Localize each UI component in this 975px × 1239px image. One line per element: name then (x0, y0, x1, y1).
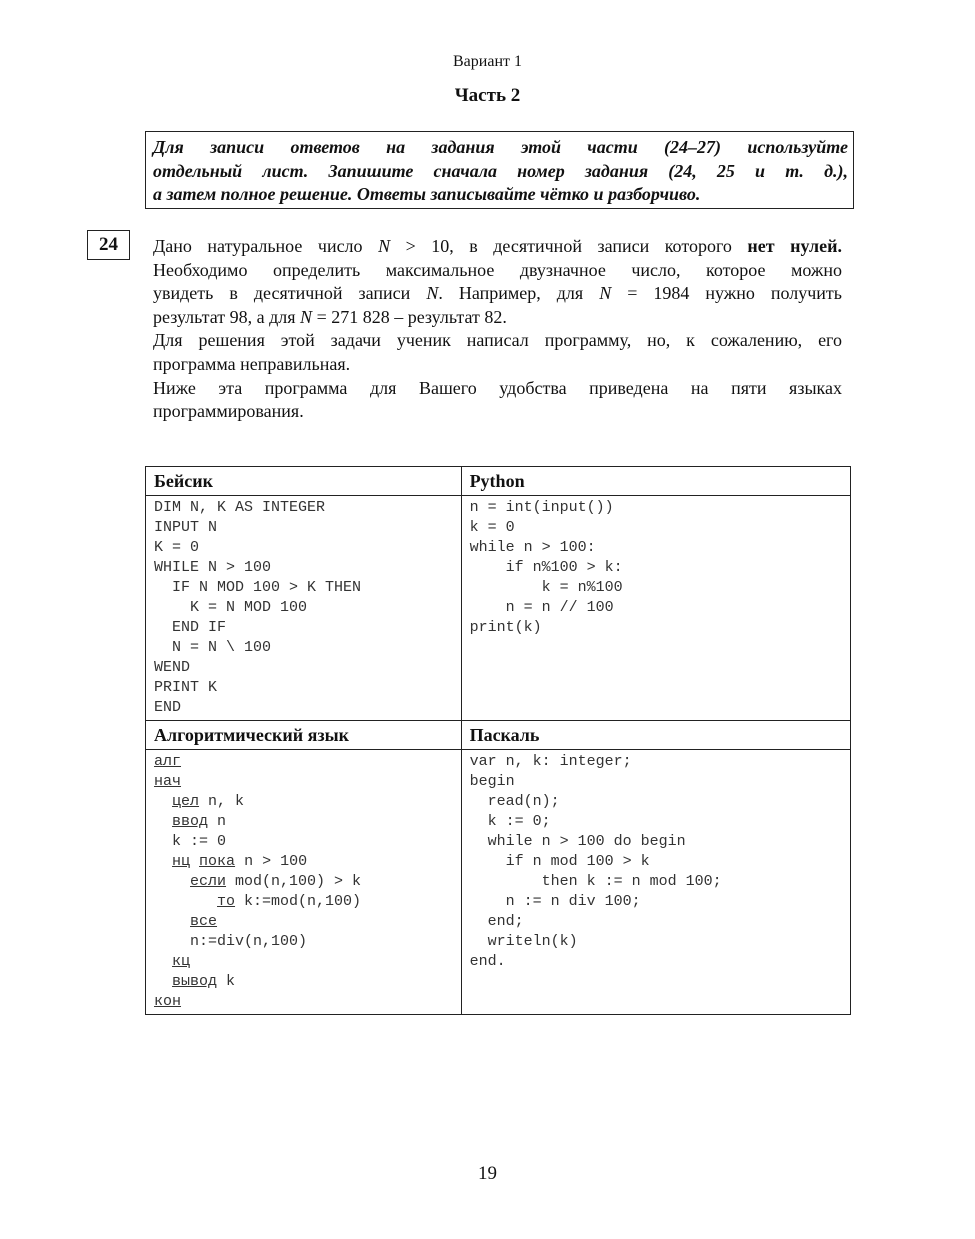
keyword: если (190, 873, 227, 890)
task-line: Ниже эта программа для Вашего удобства приведена на пяти языках (153, 377, 842, 398)
var-n: N (599, 283, 612, 304)
task-line (153, 306, 842, 330)
task-line: программа неправильная. (153, 353, 351, 374)
text-span: Дано натуральное число (153, 236, 379, 256)
keyword: нач (154, 773, 182, 790)
variant-header: Вариант 1 (453, 53, 522, 70)
code-text: n (208, 813, 227, 830)
instructions-box (145, 131, 854, 209)
keyword: пока (199, 853, 236, 870)
text-span: увидеть в десятичной записи (153, 283, 427, 304)
code-text: k := 0 (154, 833, 227, 850)
code-algo (146, 750, 462, 1015)
bold-text: нет нулей. (747, 236, 842, 256)
text-span: = 271 828 – результат 82. (312, 306, 507, 327)
code-python: n = int(input()) k = 0 while n > 100: if n%100 > k: k = n%100 n = n // 100 print(k) (461, 496, 850, 721)
task-line: Для решения этой задачи ученик написал программу, но, к сожалению, его (153, 330, 842, 351)
task-line: программирования. (153, 401, 304, 422)
keyword: алг (154, 753, 182, 770)
text-span: результат 98, а для (153, 306, 301, 327)
code-table (145, 466, 851, 1015)
keyword: то (217, 893, 236, 910)
keyword: кон (154, 993, 182, 1010)
code-text: n:=div(n,100) (154, 933, 308, 950)
task-text (153, 235, 842, 424)
code-text: n, k (199, 793, 245, 810)
var-n: N (378, 236, 391, 256)
lang-header-pascal: Паскаль (461, 721, 850, 750)
code-text: n > 100 (235, 853, 308, 870)
var-n: N (426, 283, 439, 304)
keyword: кц (172, 953, 191, 970)
task-line: Необходимо определить максимальное двузначное число, которое можно (153, 259, 842, 280)
lang-header-algo: Алгоритмический язык (146, 721, 462, 750)
text-span: > 10, в десятичной записи которого (390, 236, 748, 256)
instructions-line: а затем полное решение. Ответы записывайте чётко и разборчиво. (153, 184, 701, 204)
code-text: mod(n,100) > k (226, 873, 362, 890)
task-line (153, 282, 842, 306)
keyword: все (190, 913, 218, 930)
text-span: = 1984 нужно получить (611, 283, 842, 304)
code-pascal: var n, k: integer; begin read(n); k := 0; while n > 100 do begin if n mod 100 > k then k := n mod 100; n := n div 100; end; writeln(k) end. (461, 750, 850, 1015)
lang-header-basic: Бейсик (146, 467, 462, 496)
lang-header-python: Python (461, 467, 850, 496)
text-span: . Например, для (438, 283, 600, 304)
code-basic: DIM N, K AS INTEGER INPUT N K = 0 WHILE N > 100 IF N MOD 100 > K THEN K = N MOD 100 END IF N = N \ 100 WEND PRINT K END (146, 496, 462, 721)
keyword: вывод (172, 973, 218, 990)
task-line (153, 235, 842, 259)
keyword: ввод (172, 813, 209, 830)
code-text: k (217, 973, 236, 990)
instructions-line: Для записи ответов на задания этой части (24–27) используйте (153, 137, 848, 157)
var-n: N (300, 306, 313, 327)
instructions-line: отдельный лист. Запишите сначала номер задания (24, 25 и т. д.), (153, 160, 848, 181)
keyword: цел (172, 793, 200, 810)
keyword: нц (172, 853, 191, 870)
task-number: 24 (87, 230, 130, 260)
part-title: Часть 2 (454, 85, 521, 106)
code-text: k:=mod(n,100) (235, 893, 362, 910)
page-number: 19 (478, 1163, 497, 1184)
